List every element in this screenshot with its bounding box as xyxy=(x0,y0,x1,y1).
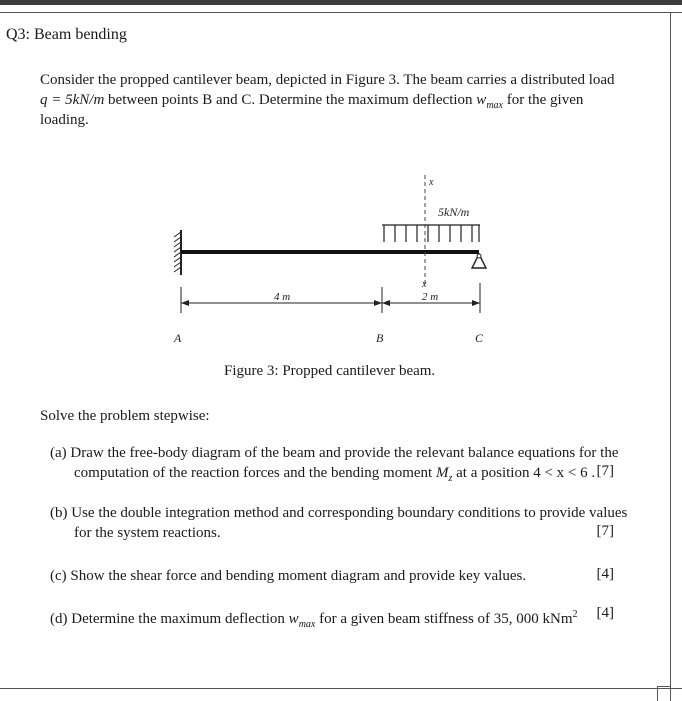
part-a-line-1: (a) Draw the free-body diagram of the beam and provide the relevant balance equations for the xyxy=(50,445,619,461)
frame-right-line xyxy=(670,12,671,700)
frame-top-line xyxy=(0,12,682,13)
part-a-line-2 xyxy=(74,463,595,489)
w-max-symbol: w xyxy=(288,611,299,627)
top-border xyxy=(0,0,682,5)
pin-joint xyxy=(477,254,481,258)
part-a-text: computation of the reaction forces and the bending moment xyxy=(74,465,436,481)
part-d-superscript: 2 xyxy=(572,609,578,620)
dim-arrow-b-right xyxy=(382,300,390,306)
part-d-line-1 xyxy=(50,605,578,635)
distributed-load xyxy=(382,225,480,242)
part-b-marks: [7] xyxy=(596,523,614,539)
frame-corner xyxy=(657,686,671,701)
q-symbol: q xyxy=(40,92,48,108)
part-c-line-1: (c) Show the shear force and bending moment diagram and provide key values. xyxy=(50,568,527,584)
x-label-bottom: x xyxy=(422,279,427,290)
intro-line-1: Consider the propped cantilever beam, depicted in Figure 3. The beam carries a distributed load xyxy=(40,72,615,88)
instructions: Solve the problem stepwise: xyxy=(40,408,210,424)
intro-line-3: loading. xyxy=(40,112,89,128)
part-a-marks: [7] xyxy=(596,463,614,479)
question-title: Q3: Beam bending xyxy=(6,26,127,43)
dim-arrow-b-left xyxy=(374,300,382,306)
w-subscript: max xyxy=(486,100,503,111)
m-subscript: z xyxy=(448,473,453,484)
m-symbol: M xyxy=(435,465,449,481)
point-a-label: A xyxy=(174,331,182,345)
part-c-marks: [4] xyxy=(596,566,614,582)
point-c-label: C xyxy=(475,331,484,345)
part-d-stiffness: for a given beam stiffness of 35, 000 kNm xyxy=(315,611,573,627)
x-label-top: x xyxy=(429,177,434,188)
w-symbol: w xyxy=(476,92,487,108)
w-max-subscript: max xyxy=(298,619,316,630)
part-a-range: at a position 4 < x < 6 . xyxy=(452,465,596,481)
beam-figure xyxy=(160,165,500,355)
intro-line-2 xyxy=(40,90,583,116)
point-b-label: B xyxy=(376,331,384,345)
part-d-text: (d) Determine the maximum deflection xyxy=(50,611,289,627)
wall-hatching xyxy=(174,232,181,272)
load-label: 5kN/m xyxy=(438,205,470,219)
beam xyxy=(181,250,479,254)
frame-bottom-line xyxy=(0,688,682,689)
figure-caption: Figure 3: Propped cantilever beam. xyxy=(224,363,436,379)
q-value: = 5kN/m xyxy=(47,92,105,108)
part-b-line-2: for the system reactions. xyxy=(74,525,221,541)
part-d-marks: [4] xyxy=(596,605,614,621)
intro-line-2-text: between points B and C. Determine the maximum deflection xyxy=(104,92,477,108)
dim-arrow-c xyxy=(472,300,480,306)
dim-arrow-a xyxy=(181,300,189,306)
dim-left-label: 4 m xyxy=(274,291,291,303)
dim-right-label: 2 m xyxy=(422,291,439,303)
part-b-line-1: (b) Use the double integration method and corresponding boundary conditions to provide values xyxy=(50,505,628,521)
intro-line-2-end: for the given xyxy=(502,92,584,108)
